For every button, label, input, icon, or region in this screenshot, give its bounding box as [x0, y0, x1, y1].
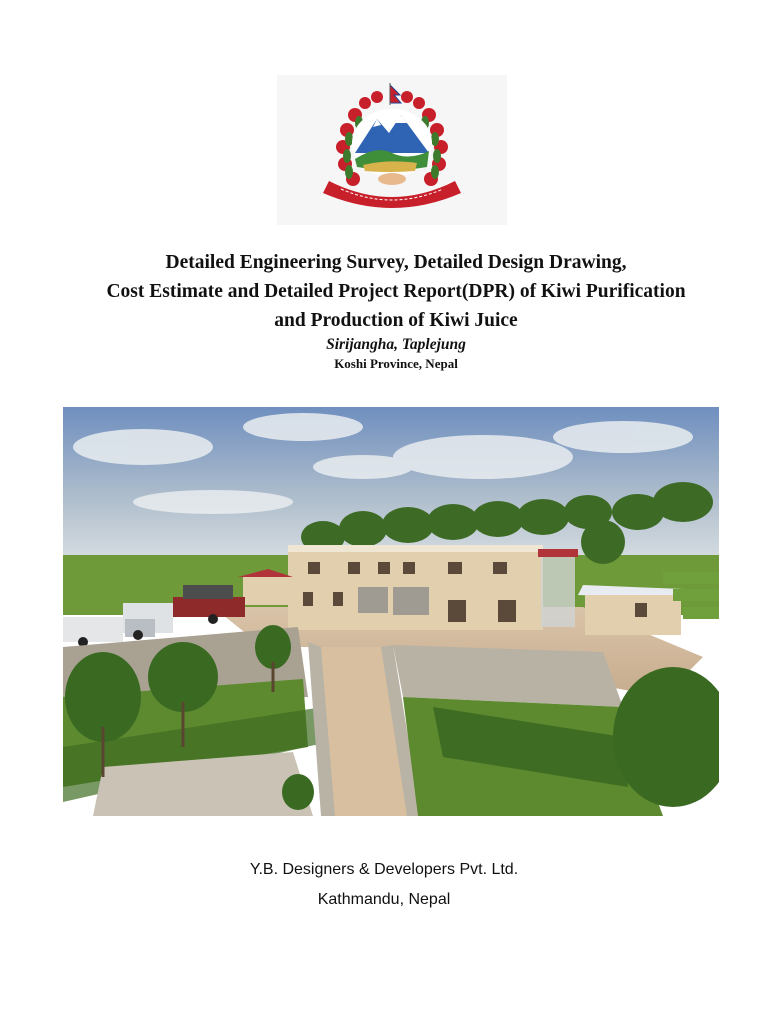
title-block [60, 248, 732, 372]
location-province: Koshi Province, Nepal [334, 356, 458, 371]
project-title-line-2: Cost Estimate and Detailed Project Report(DPR) of Kiwi Purification [106, 281, 686, 302]
company-name: Y.B. Designers & Developers Pvt. Ltd. [249, 861, 519, 878]
facility-render-image [63, 407, 719, 816]
location-place: Sirijangha, Taplejung [326, 336, 466, 353]
national-emblem-icon [277, 75, 507, 225]
building-render-icon [63, 407, 719, 816]
government-emblem [277, 75, 507, 225]
project-title-line-3: and Production of Kiwi Juice [274, 310, 518, 331]
company-city: Kathmandu, Nepal [317, 891, 451, 908]
project-title-line-1: Detailed Engineering Survey, Detailed Design Drawing, [165, 252, 627, 273]
